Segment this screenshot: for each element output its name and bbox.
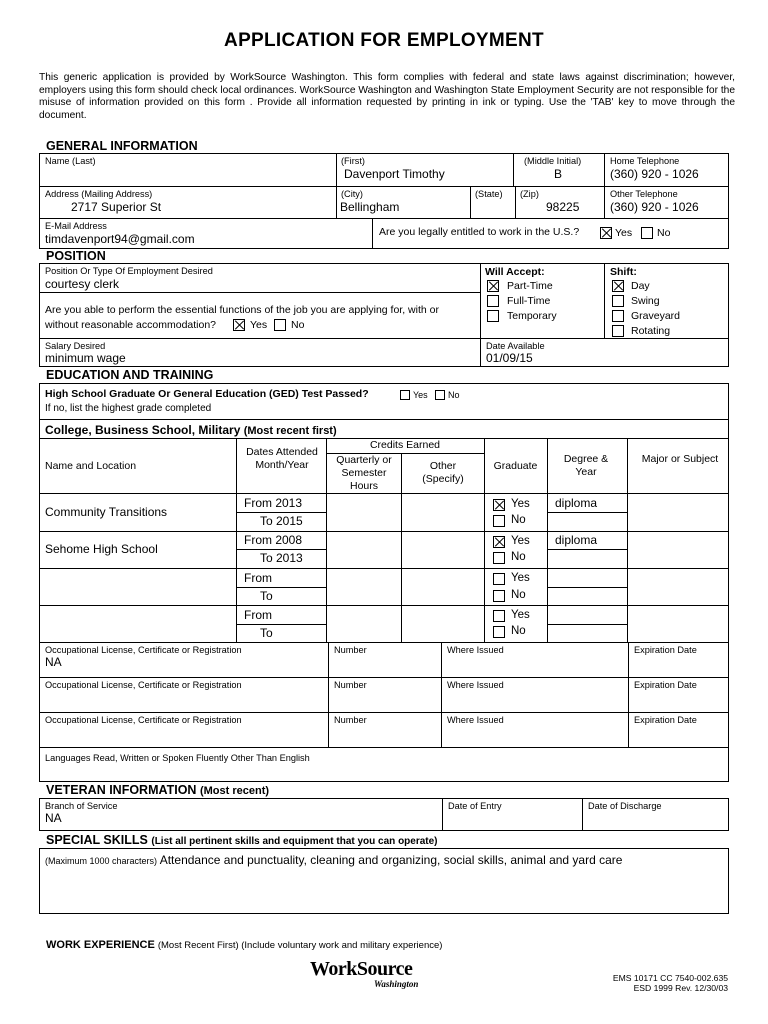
divider xyxy=(236,438,237,642)
legal-no-label: No xyxy=(657,227,671,239)
col-dates-header: Dates Attended Month/Year xyxy=(246,446,318,471)
divider xyxy=(39,531,729,532)
date-from-field[interactable]: From 2013 xyxy=(244,496,303,510)
divider xyxy=(39,642,729,643)
essential-yes-checkbox[interactable] xyxy=(233,319,245,331)
col-other-header: Other (Specify) xyxy=(422,460,464,485)
other-telephone-label: Other Telephone xyxy=(610,189,678,199)
divider xyxy=(236,587,326,588)
email-field[interactable]: timdavenport94@gmail.com xyxy=(45,232,195,246)
divider xyxy=(513,153,514,186)
veteran-heading xyxy=(46,783,269,797)
divider xyxy=(547,624,627,625)
name-last-label: Name (Last) xyxy=(45,156,96,166)
divider xyxy=(39,292,480,293)
full-time-label: Full-Time xyxy=(507,295,551,307)
max-characters-note: (Maximum 1000 characters) xyxy=(45,856,158,866)
essential-no-checkbox[interactable] xyxy=(274,319,286,331)
divider xyxy=(442,798,443,831)
position-heading: POSITION xyxy=(46,249,106,263)
part-time-label: Part-Time xyxy=(507,280,553,292)
education-heading: EDUCATION AND TRAINING xyxy=(46,368,214,382)
salary-label: Salary Desired xyxy=(45,341,106,351)
divider xyxy=(604,153,605,218)
divider xyxy=(547,512,627,513)
home-telephone-field[interactable]: (360) 920 - 1026 xyxy=(610,167,699,181)
middle-initial-field[interactable]: B xyxy=(554,167,563,181)
graduate-no-checkbox[interactable] xyxy=(493,626,505,638)
graduate-no-checkbox[interactable] xyxy=(493,515,505,527)
part-time-checkbox[interactable] xyxy=(487,280,499,292)
license-field[interactable]: NA xyxy=(45,655,62,669)
school-name-field[interactable]: Sehome High School xyxy=(45,542,158,556)
general-information-heading: GENERAL INFORMATION xyxy=(46,139,198,153)
form-code-2: ESD 1999 Rev. 12/30/03 xyxy=(633,983,728,993)
col-major-header: Major or Subject xyxy=(641,453,719,465)
worksource-logo xyxy=(310,958,460,992)
graduate-yes-checkbox[interactable] xyxy=(493,499,505,511)
graduate-yes-checkbox[interactable] xyxy=(493,536,505,548)
veteran-heading-text: VETERAN INFORMATION xyxy=(46,783,197,797)
divider xyxy=(547,438,548,642)
full-time-checkbox[interactable] xyxy=(487,295,499,307)
salary-field[interactable]: minimum wage xyxy=(45,351,126,365)
date-to-field[interactable]: To xyxy=(260,626,273,640)
form-code-1: EMS 10171 CC 7540-002.635 xyxy=(612,973,728,983)
legal-yes-label: Yes xyxy=(615,227,633,239)
col-degree-header: Degree & Year xyxy=(563,453,609,478)
email-label: E-Mail Address xyxy=(45,221,107,231)
graduate-yes-checkbox[interactable] xyxy=(493,573,505,585)
school-name-field[interactable]: Community Transitions xyxy=(45,505,168,519)
shift-swing-checkbox[interactable] xyxy=(612,295,624,307)
veteran-heading-note: (Most recent) xyxy=(199,785,270,797)
divider xyxy=(39,605,729,606)
address-label: Address (Mailing Address) xyxy=(45,189,153,199)
hs-yes-label: Yes xyxy=(413,390,428,400)
college-heading xyxy=(45,423,337,438)
hs-yes-checkbox[interactable] xyxy=(400,390,410,400)
divider xyxy=(627,438,628,642)
special-skills-heading xyxy=(46,833,438,847)
col-name-header: Name and Location xyxy=(45,460,137,472)
license-number-label: Number xyxy=(334,680,367,690)
divider xyxy=(372,218,373,249)
divider xyxy=(39,677,729,678)
legal-no-checkbox[interactable] xyxy=(641,227,653,239)
graduate-yes-label: Yes xyxy=(511,572,530,584)
temporary-checkbox[interactable] xyxy=(487,310,499,322)
license-label: Occupational License, Certificate or Registration xyxy=(45,680,242,690)
legal-work-question: Are you legally entitled to work in the U.S.? xyxy=(379,226,580,238)
shift-swing-label: Swing xyxy=(631,295,660,307)
date-to-field[interactable]: To xyxy=(260,589,273,603)
license-where-label: Where Issued xyxy=(447,645,504,655)
home-telephone-label: Home Telephone xyxy=(610,156,680,166)
divider xyxy=(628,642,629,747)
date-of-discharge-label: Date of Discharge xyxy=(588,801,662,811)
skills-heading-note: (List all pertinent skills and equipment that you can operate) xyxy=(151,836,438,847)
divider xyxy=(515,186,516,218)
position-desired-field[interactable]: courtesy clerk xyxy=(45,277,120,291)
graduate-yes-checkbox[interactable] xyxy=(493,610,505,622)
special-skills-value: Attendance and punctuality, cleaning and organizing, social skills, animal and yard care xyxy=(159,853,623,867)
legal-yes-checkbox[interactable] xyxy=(600,227,612,239)
work-experience-heading xyxy=(46,939,442,951)
divider xyxy=(236,549,326,550)
zip-field[interactable]: 98225 xyxy=(546,200,580,214)
divider xyxy=(39,568,729,569)
other-telephone-field[interactable]: (360) 920 - 1026 xyxy=(610,200,699,214)
hs-question: High School Graduate Or General Education (GED) Test Passed? xyxy=(45,388,369,400)
shift-rotating-checkbox[interactable] xyxy=(612,325,624,337)
degree-field[interactable]: diploma xyxy=(555,496,598,510)
first-name-field[interactable]: Davenport Timothy xyxy=(344,167,445,181)
work-heading-note: (Most Recent First) (Include voluntary work and military experience) xyxy=(157,940,443,951)
divider xyxy=(547,549,627,550)
license-where-label: Where Issued xyxy=(447,680,504,690)
position-desired-label: Position Or Type Of Employment Desired xyxy=(45,266,213,276)
shift-day-label: Day xyxy=(631,280,650,292)
divider xyxy=(39,186,729,187)
license-label: Occupational License, Certificate or Registration xyxy=(45,645,242,655)
col-quarterly-header: Quarterly or Semester Hours xyxy=(336,454,392,492)
divider xyxy=(39,747,729,748)
temporary-label: Temporary xyxy=(507,310,557,322)
date-from-field[interactable]: From xyxy=(244,571,272,585)
page-title: APPLICATION FOR EMPLOYMENT xyxy=(224,30,544,51)
divider xyxy=(236,512,326,513)
divider xyxy=(39,419,729,420)
degree-field[interactable]: diploma xyxy=(555,533,598,547)
date-to-field[interactable]: To 2013 xyxy=(260,551,303,565)
logo-subtext: Washington xyxy=(374,979,419,989)
license-where-label: Where Issued xyxy=(447,715,504,725)
divider xyxy=(441,642,442,747)
divider xyxy=(39,218,729,219)
license-expiration-label: Expiration Date xyxy=(634,680,697,690)
date-available-field[interactable]: 01/09/15 xyxy=(486,351,533,365)
shift-rotating-label: Rotating xyxy=(631,325,671,337)
shift-label: Shift: xyxy=(610,266,637,278)
city-field[interactable]: Bellingham xyxy=(340,200,400,214)
address-field[interactable]: 2717 Superior St xyxy=(71,200,162,214)
shift-day-checkbox[interactable] xyxy=(612,280,624,292)
graduate-no-label: No xyxy=(511,551,526,563)
city-label: (City) xyxy=(341,189,363,199)
graduate-no-label: No xyxy=(511,625,526,637)
divider xyxy=(39,712,729,713)
divider xyxy=(582,798,583,831)
skills-heading-text: SPECIAL SKILLS xyxy=(46,833,148,847)
state-label: (State) xyxy=(475,189,503,199)
divider xyxy=(470,186,471,218)
branch-field[interactable]: NA xyxy=(45,811,62,825)
date-from-field[interactable]: From xyxy=(244,608,272,622)
divider xyxy=(336,186,337,218)
divider xyxy=(604,263,605,338)
essential-yes-label: Yes xyxy=(250,319,268,331)
date-of-entry-label: Date of Entry xyxy=(448,801,502,811)
branch-label: Branch of Service xyxy=(45,801,118,811)
divider xyxy=(336,153,337,186)
divider xyxy=(39,338,729,339)
col-graduate-header: Graduate xyxy=(493,460,538,472)
essential-functions-question: Are you able to perform the essential functions of the job you are applying for, with or without reasonable accommodation? xyxy=(45,304,439,331)
date-available-label: Date Available xyxy=(486,341,545,351)
graduate-yes-label: Yes xyxy=(511,535,530,547)
special-skills-field[interactable] xyxy=(45,854,721,868)
license-label: Occupational License, Certificate or Registration xyxy=(45,715,242,725)
work-heading-text: WORK EXPERIENCE xyxy=(46,939,155,951)
form-codes xyxy=(613,973,728,993)
college-heading-text: College, Business School, Military xyxy=(45,423,241,437)
college-heading-note: (Most recent first) xyxy=(243,425,337,437)
license-number-label: Number xyxy=(334,645,367,655)
divider xyxy=(480,263,481,367)
license-expiration-label: Expiration Date xyxy=(634,645,697,655)
date-to-field[interactable]: To 2015 xyxy=(260,514,303,528)
intro-text: This generic application is provided by WorkSource Washington. This form complies with federal and state laws against discrimination; however, employers using this form should check local ordinances. WorkSource Washington and Washington State Employment Security are not responsible for the misuse of information provided on this form . Provide all information requested by printing in ink or typing. Use the 'TAB' key to move through the document. xyxy=(39,72,735,121)
graduate-no-label: No xyxy=(511,514,526,526)
graduate-no-checkbox[interactable] xyxy=(493,590,505,602)
shift-graveyard-checkbox[interactable] xyxy=(612,310,624,322)
hs-no-label: No xyxy=(448,390,460,400)
divider xyxy=(39,493,729,494)
graduate-yes-label: Yes xyxy=(511,498,530,510)
date-from-field[interactable]: From 2008 xyxy=(244,533,303,547)
hs-no-checkbox[interactable] xyxy=(435,390,445,400)
languages-label: Languages Read, Written or Spoken Fluently Other Than English xyxy=(45,753,310,763)
essential-no-label: No xyxy=(291,319,305,331)
graduate-no-label: No xyxy=(511,589,526,601)
logo-text: WorkSource xyxy=(310,958,413,980)
middle-initial-label: (Middle Initial) xyxy=(524,156,582,166)
divider xyxy=(328,642,329,747)
divider xyxy=(236,624,326,625)
hs-note: If no, list the highest grade completed xyxy=(45,403,212,414)
license-number-label: Number xyxy=(334,715,367,725)
divider xyxy=(326,438,327,642)
graduate-no-checkbox[interactable] xyxy=(493,552,505,564)
graduate-yes-label: Yes xyxy=(511,609,530,621)
divider xyxy=(547,587,627,588)
zip-label: (Zip) xyxy=(520,189,539,199)
will-accept-label: Will Accept: xyxy=(485,266,545,278)
first-name-label: (First) xyxy=(341,156,365,166)
shift-graveyard-label: Graveyard xyxy=(631,310,681,322)
license-expiration-label: Expiration Date xyxy=(634,715,697,725)
divider xyxy=(401,453,402,642)
col-credits-header: Credits Earned xyxy=(369,439,441,451)
